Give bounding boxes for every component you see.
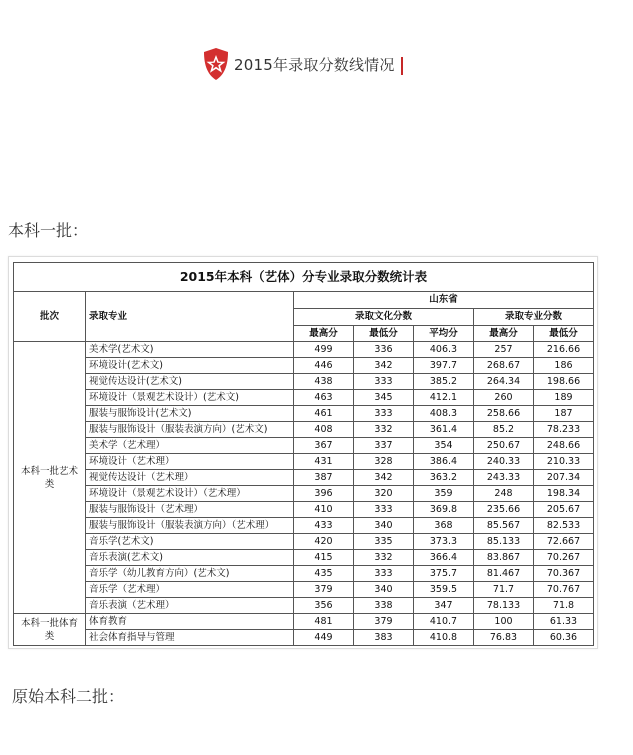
score-cell-c-max: 463 [294,390,354,406]
score-cell-m-min: 71.8 [534,598,594,614]
table-row [14,438,594,454]
score-cell-c-max: 481 [294,614,354,630]
score-cell-c-min: 338 [354,598,414,614]
score-cell-c-max: 446 [294,358,354,374]
score-cell-c-min: 383 [354,630,414,646]
major-score-group-header: 录取专业分数 [474,309,594,326]
table-row [14,486,594,502]
table-row [14,502,594,518]
score-cell-c-avg: 406.3 [414,342,474,358]
score-cell-c-min: 340 [354,582,414,598]
major-name-cell: 环境设计（景观艺术设计）（艺术理） [86,486,294,502]
score-cell-c-max: 431 [294,454,354,470]
major-name-cell: 视觉传达设计(艺术文) [86,374,294,390]
score-cell-c-avg: 368 [414,518,474,534]
score-cell-c-avg: 361.4 [414,422,474,438]
score-cell-m-min: 198.66 [534,374,594,390]
table-row [14,422,594,438]
culture-max-header: 最高分 [294,326,354,342]
score-cell-m-min: 72.667 [534,534,594,550]
article-heading [200,46,403,82]
section-label-batch-1: 本科一批： [8,221,89,240]
score-cell-c-avg: 347 [414,598,474,614]
score-cell-m-max: 76.83 [474,630,534,646]
major-name-cell: 服装与服饰设计(艺术文) [86,406,294,422]
culture-min-header: 最低分 [354,326,414,342]
score-cell-m-min: 82.533 [534,518,594,534]
table-row [14,582,594,598]
score-cell-c-min: 335 [354,534,414,550]
major-min-header: 最低分 [534,326,594,342]
major-max-header: 最高分 [474,326,534,342]
major-name-cell: 体育教育 [86,614,294,630]
score-cell-c-avg: 412.1 [414,390,474,406]
score-cell-c-min: 333 [354,374,414,390]
score-table-body [14,342,594,646]
score-cell-c-avg: 385.2 [414,374,474,390]
score-cell-c-avg: 397.7 [414,358,474,374]
score-cell-m-max: 264.34 [474,374,534,390]
score-cell-m-max: 83.867 [474,550,534,566]
culture-score-group-header: 录取文化分数 [294,309,474,326]
score-cell-m-max: 71.7 [474,582,534,598]
score-cell-m-min: 198.34 [534,486,594,502]
table-row [14,614,594,630]
batch-label: 本科一批体育类 [14,614,86,646]
score-cell-m-min: 70.367 [534,566,594,582]
table-row [14,454,594,470]
table-row [14,342,594,358]
score-cell-c-min: 336 [354,342,414,358]
score-cell-c-min: 320 [354,486,414,502]
score-cell-c-max: 499 [294,342,354,358]
score-cell-c-avg: 386.4 [414,454,474,470]
table-row [14,390,594,406]
col-batch-header: 批次 [14,292,86,342]
score-cell-c-min: 337 [354,438,414,454]
score-cell-m-max: 250.67 [474,438,534,454]
score-cell-m-max: 243.33 [474,470,534,486]
score-cell-c-min: 332 [354,550,414,566]
score-cell-c-max: 438 [294,374,354,390]
score-table-image [8,256,598,649]
score-cell-m-min: 60.36 [534,630,594,646]
score-cell-m-min: 61.33 [534,614,594,630]
score-cell-m-max: 268.67 [474,358,534,374]
score-cell-m-max: 257 [474,342,534,358]
score-cell-c-max: 415 [294,550,354,566]
score-cell-m-max: 260 [474,390,534,406]
batch-label: 本科一批艺术类 [14,342,86,614]
score-cell-c-min: 333 [354,566,414,582]
score-cell-c-avg: 410.7 [414,614,474,630]
red-star-shield-badge-icon [200,46,232,82]
heading-accent-mark [401,57,403,75]
province-header: 山东省 [294,292,594,309]
score-cell-m-min: 78.233 [534,422,594,438]
col-major-header: 录取专业 [86,292,294,342]
major-name-cell: 服装与服饰设计（艺术理） [86,502,294,518]
score-cell-c-avg: 408.3 [414,406,474,422]
score-cell-m-min: 186 [534,358,594,374]
score-cell-c-min: 332 [354,422,414,438]
score-cell-m-min: 70.767 [534,582,594,598]
major-name-cell: 环境设计（景观艺术设计）(艺术文) [86,390,294,406]
score-cell-c-max: 396 [294,486,354,502]
table-row [14,534,594,550]
score-cell-m-min: 189 [534,390,594,406]
score-cell-m-max: 85.2 [474,422,534,438]
score-cell-c-min: 342 [354,358,414,374]
score-cell-c-min: 342 [354,470,414,486]
score-cell-c-avg: 354 [414,438,474,454]
score-cell-m-min: 205.67 [534,502,594,518]
major-name-cell: 环境设计(艺术文) [86,358,294,374]
major-name-cell: 音乐学（艺术理） [86,582,294,598]
major-name-cell: 服装与服饰设计（服装表演方向）(艺术文) [86,422,294,438]
score-cell-c-avg: 369.8 [414,502,474,518]
score-cell-c-avg: 359.5 [414,582,474,598]
score-cell-m-min: 187 [534,406,594,422]
score-cell-c-avg: 410.8 [414,630,474,646]
score-cell-c-avg: 359 [414,486,474,502]
score-cell-c-max: 435 [294,566,354,582]
major-name-cell: 美术学（艺术理） [86,438,294,454]
major-name-cell: 音乐学(艺术文) [86,534,294,550]
score-cell-c-avg: 375.7 [414,566,474,582]
table-row [14,518,594,534]
table-row [14,470,594,486]
score-cell-m-min: 207.34 [534,470,594,486]
score-cell-c-max: 379 [294,582,354,598]
score-cell-m-min: 70.267 [534,550,594,566]
major-name-cell: 音乐表演(艺术文) [86,550,294,566]
score-cell-c-avg: 373.3 [414,534,474,550]
score-cell-m-min: 248.66 [534,438,594,454]
score-cell-m-max: 78.133 [474,598,534,614]
section-label-batch-2: 原始本科二批： [12,687,125,706]
score-cell-m-max: 100 [474,614,534,630]
score-cell-m-max: 248 [474,486,534,502]
score-cell-c-max: 356 [294,598,354,614]
table-title: 2015年本科（艺体）分专业录取分数统计表 [14,263,594,292]
heading-text: 2015年录取分数线情况 [234,55,395,74]
table-row [14,358,594,374]
major-name-cell: 音乐表演（艺术理） [86,598,294,614]
score-cell-c-max: 449 [294,630,354,646]
table-row [14,374,594,390]
major-name-cell: 服装与服饰设计（服装表演方向）（艺术理） [86,518,294,534]
score-cell-m-max: 258.66 [474,406,534,422]
score-cell-c-min: 345 [354,390,414,406]
score-cell-m-max: 235.66 [474,502,534,518]
score-cell-c-max: 433 [294,518,354,534]
major-name-cell: 美术学(艺术文) [86,342,294,358]
score-cell-c-min: 333 [354,406,414,422]
score-cell-m-min: 216.66 [534,342,594,358]
score-cell-c-max: 461 [294,406,354,422]
score-cell-c-avg: 366.4 [414,550,474,566]
score-cell-c-max: 408 [294,422,354,438]
score-cell-m-max: 240.33 [474,454,534,470]
table-row [14,550,594,566]
score-cell-c-max: 367 [294,438,354,454]
score-cell-m-max: 81.467 [474,566,534,582]
culture-avg-header: 平均分 [414,326,474,342]
score-cell-c-max: 410 [294,502,354,518]
score-cell-m-max: 85.567 [474,518,534,534]
score-cell-c-min: 333 [354,502,414,518]
table-row [14,406,594,422]
score-cell-c-avg: 363.2 [414,470,474,486]
score-cell-m-max: 85.133 [474,534,534,550]
major-name-cell: 音乐学（幼儿教育方向）(艺术文) [86,566,294,582]
score-cell-c-max: 420 [294,534,354,550]
score-cell-m-min: 210.33 [534,454,594,470]
score-cell-c-min: 379 [354,614,414,630]
score-table [13,262,594,646]
major-name-cell: 环境设计（艺术理） [86,454,294,470]
major-name-cell: 社会体育指导与管理 [86,630,294,646]
score-cell-c-max: 387 [294,470,354,486]
table-row [14,566,594,582]
table-row [14,630,594,646]
major-name-cell: 视觉传达设计（艺术理） [86,470,294,486]
score-cell-c-min: 328 [354,454,414,470]
score-cell-c-min: 340 [354,518,414,534]
table-row [14,598,594,614]
